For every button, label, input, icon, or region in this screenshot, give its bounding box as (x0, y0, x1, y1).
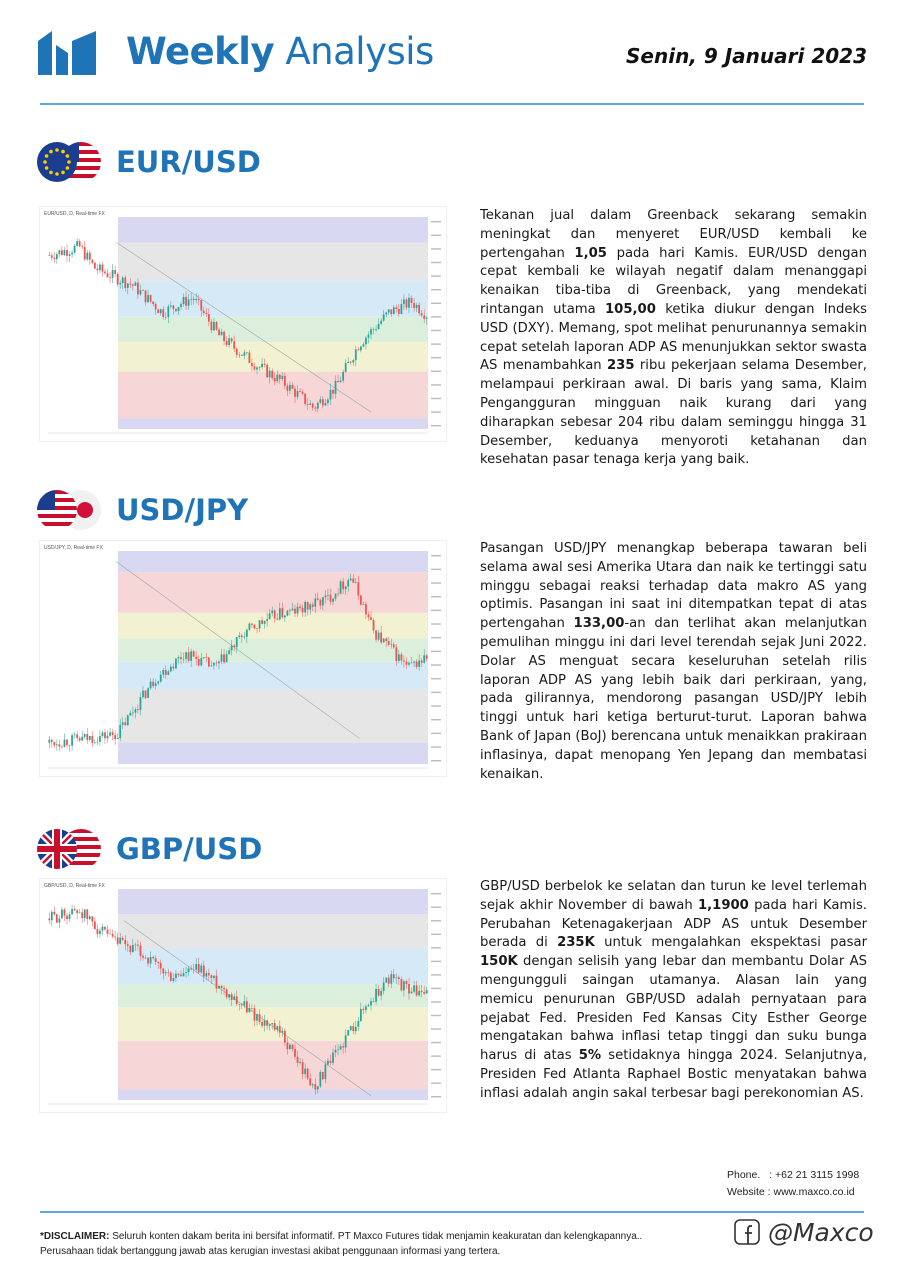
candle (102, 924, 104, 935)
candle (109, 272, 111, 283)
candle (97, 264, 99, 274)
brand-title (126, 30, 434, 73)
candle (66, 913, 68, 925)
candle (64, 908, 66, 921)
highlight-figure: 235 (607, 358, 635, 374)
candle (59, 740, 61, 751)
price-axis-tick (431, 746, 441, 747)
candle (383, 638, 385, 643)
us-jp-flag-icon (36, 489, 102, 531)
candle (91, 916, 93, 926)
price-axis-tick (431, 1069, 441, 1070)
gbpusd-title: GBP/USD (116, 832, 263, 866)
highlight-figure: 5% (578, 1048, 602, 1064)
candle (216, 321, 218, 331)
candle (86, 250, 88, 261)
price-axis-tick (431, 248, 441, 249)
eurusd-title: EUR/USD (116, 145, 261, 179)
price-axis-tick (431, 235, 441, 236)
price-axis-tick (431, 357, 441, 358)
price-axis-tick (431, 303, 441, 304)
candle (99, 730, 101, 746)
candle (79, 909, 81, 913)
price-axis-tick (431, 384, 441, 385)
candle (81, 731, 83, 741)
candle (51, 252, 53, 260)
candle (102, 730, 104, 738)
candle (71, 733, 73, 751)
candle (175, 658, 177, 669)
candle (99, 928, 101, 938)
highlight-figure: 105,00 (605, 301, 656, 317)
price-axis-tick (431, 1082, 441, 1083)
gbpusd-analysis (480, 878, 867, 1104)
paragraph-text: Tekanan jual dalam Greenback sekarang semakin meningkat dan menyeret EUR/USD kembali ke pertengahan (480, 208, 867, 261)
candle (76, 909, 78, 919)
candle (322, 1072, 324, 1080)
highlight-figure: 235K (557, 935, 595, 951)
candle (104, 729, 106, 744)
candle (76, 731, 78, 742)
usdjpy-analysis (480, 540, 867, 784)
price-axis-tick (431, 1055, 441, 1056)
paragraph-text: Pasangan USD/JPY menangkap beberapa tawaran beli selama awal sesi Amerika Utara dan naik ke tertinggi satu minggu sebagai reaksi terhadap data makro AS yang optimis. Pasangan ini saat ini ditempatkan tepat di atas pertengahan (480, 541, 867, 632)
brand-title-bold: Weekly (126, 30, 275, 73)
candle (97, 925, 99, 938)
candle (112, 930, 114, 939)
price-axis-tick (431, 398, 441, 399)
paragraph-text: ketika diukur dengan Indeks USD (DXY). Memang, spot melihat penurunannya semakin cepat setelah laporan ADP AS menunjukkan sektor swasta AS menambahkan (480, 301, 867, 374)
candle (74, 244, 76, 254)
fib-zone (118, 1041, 428, 1090)
fib-zone (118, 1089, 428, 1100)
usdjpy-title: USD/JPY (116, 493, 249, 527)
candle (114, 731, 116, 745)
candle (56, 252, 58, 264)
price-axis-tick (431, 343, 441, 344)
fib-zone (118, 572, 428, 612)
price-axis-tick (431, 934, 441, 935)
social-handle (734, 1218, 874, 1247)
candle (114, 266, 116, 278)
chart-header-label: GBP/USD, D, Real-time FX (44, 883, 105, 889)
footer-divider (40, 1211, 864, 1213)
candle (59, 915, 61, 928)
candle (127, 715, 129, 726)
price-axis-tick (431, 289, 441, 290)
candle (61, 745, 63, 749)
candle (112, 729, 114, 740)
price-axis-tick (431, 411, 441, 412)
phone-label: Phone. (727, 1169, 761, 1181)
fib-zone (118, 281, 428, 317)
website-label: Website (727, 1186, 765, 1198)
price-axis-tick (431, 920, 441, 921)
fib-zone (118, 743, 428, 764)
candle (59, 250, 61, 258)
price-axis-tick (431, 692, 441, 693)
candle (71, 250, 73, 258)
price-axis-tick (431, 221, 441, 222)
candle (56, 914, 58, 924)
website-value[interactable]: : www.maxco.co.id (767, 1186, 855, 1198)
price-axis-tick (431, 733, 441, 734)
candle (66, 244, 68, 262)
candle (61, 246, 63, 256)
gbpusd-chart (39, 878, 447, 1113)
fib-zone (118, 914, 428, 948)
candle (53, 252, 55, 263)
highlight-figure: 1,1900 (697, 897, 749, 913)
disclaimer-label: *DISCLAIMER: (40, 1231, 110, 1242)
candle (145, 690, 147, 699)
candle (64, 247, 66, 256)
candle (360, 595, 362, 606)
paragraph-text: pada hari Kamis. EUR/USD dengan cepat kembali ke wilayah negatif dalam menanggapi kenaikan tiba-tiba di Greenback, yang mendekati rintangan utama (480, 245, 867, 317)
candle (107, 925, 109, 937)
fib-zone (118, 242, 428, 280)
price-chart-svg (40, 541, 446, 776)
fib-zone (118, 948, 428, 984)
fib-zone (118, 889, 428, 914)
disclaimer-line-2: Perusahaan tidak bertanggung jawab atas kerugian investasi akibat penggunaan informasi yang tertera. (40, 1246, 501, 1257)
candle (86, 728, 88, 744)
candle (91, 259, 93, 264)
candle (112, 264, 114, 283)
price-axis-tick (431, 719, 441, 720)
price-axis-tick (431, 664, 441, 665)
price-axis-tick (431, 1028, 441, 1029)
candle (61, 907, 63, 919)
price-axis-tick (431, 1096, 441, 1097)
price-axis-tick (431, 610, 441, 611)
price-axis-tick (431, 651, 441, 652)
eu-us-flag-icon (36, 141, 102, 183)
candle (208, 657, 210, 668)
candle (53, 906, 55, 916)
eurusd-analysis (480, 207, 867, 470)
candle (74, 732, 76, 739)
contact-block (727, 1167, 859, 1201)
chart-header-label: EUR/USD, D, Real-time FX (44, 211, 105, 217)
candle (109, 728, 111, 737)
price-axis-tick (431, 330, 441, 331)
candle (94, 917, 96, 929)
price-axis-tick (431, 893, 441, 894)
price-axis-tick (431, 907, 441, 908)
highlight-figure: 133,00 (573, 616, 625, 632)
candle (74, 906, 76, 911)
candle (69, 745, 71, 752)
candle (147, 687, 149, 698)
website-row (727, 1184, 859, 1201)
candle (48, 252, 50, 256)
fib-zone (118, 217, 428, 242)
candle (84, 241, 86, 261)
chart-header-label: USD/JPY, D, Real-time FX (44, 545, 103, 551)
price-axis-tick (431, 555, 441, 556)
candle (266, 363, 268, 378)
candle (84, 909, 86, 922)
price-axis-tick (431, 596, 441, 597)
fib-zone (118, 418, 428, 429)
paragraph-text: untuk mengalahkan ekspektasi pasar (594, 935, 867, 951)
candle (104, 926, 106, 930)
fib-zone (118, 689, 428, 742)
candle (97, 737, 99, 745)
candle (89, 736, 91, 741)
candle (89, 915, 91, 921)
paragraph-text: setidaknya hingga 2024. Selanjutnya, Presiden Fed Atlanta Raphael Bostic menyatakan bahwa inflasi adalah angin sakal terbesar bagi perekonomian AS. (480, 1048, 868, 1101)
highlight-figure: 1,05 (574, 245, 607, 261)
candle (107, 268, 109, 277)
fib-zone (118, 372, 428, 419)
price-axis-tick (431, 1042, 441, 1043)
brand-title-light: Analysis (285, 30, 434, 73)
header-divider (40, 103, 864, 105)
uk-us-flag-icon (36, 828, 102, 870)
candle (69, 911, 71, 922)
candle (64, 733, 66, 747)
candle (81, 908, 83, 923)
fib-zone (118, 551, 428, 572)
candle (86, 909, 88, 925)
candle (114, 931, 116, 941)
candle (56, 739, 58, 751)
candle (94, 262, 96, 269)
paragraph-text: -an dan terlihat akan melanjutkan pemulihan minggu ini dari level terendah sejak Juni 2022. Dolar AS menguat secara keseluruhan setelah rilis laporan ADP AS yang lebih baik dari perkiraan, yang, pada gilirannya, mendorong pasangan USD/JPY lebih tinggi untuk hari ketiga berturut-turut. Laporan bahwa Bank of Japan (BoJ) berencana untuk menaikkan prakiraan inflasinya, dapat menopang Yen Jepang dan membatasi kenaikan. (480, 616, 867, 782)
paragraph-text: GBP/USD berbelok ke selatan dan turun ke level terlemah sejak akhir November di bawah (480, 879, 867, 913)
candle (319, 1070, 321, 1088)
highlight-figure: 150K (480, 954, 518, 970)
candle (109, 929, 111, 934)
price-axis-tick (431, 582, 441, 583)
price-axis-tick (431, 678, 441, 679)
candle (84, 734, 86, 739)
price-axis-tick (431, 974, 441, 975)
candle (91, 731, 93, 747)
price-axis-tick (431, 637, 441, 638)
price-axis-tick (431, 961, 441, 962)
candle (71, 905, 73, 915)
candle (287, 610, 289, 616)
candle (340, 580, 342, 595)
candle (81, 244, 83, 249)
facebook-icon (734, 1219, 760, 1245)
social-handle-text: @Maxco (767, 1218, 874, 1247)
price-axis-tick (431, 947, 441, 948)
candle (102, 262, 104, 277)
price-axis-tick (431, 1015, 441, 1016)
usdjpy-chart (39, 540, 447, 777)
candle (94, 739, 96, 744)
candle (48, 736, 50, 748)
price-axis-tick (431, 275, 441, 276)
price-axis-tick (431, 1001, 441, 1002)
price-axis-tick (431, 569, 441, 570)
phone-row (727, 1167, 859, 1184)
disclaimer-line-1: Seluruh konten dakam berita ini bersifat informatif. PT Maxco Futures tidak menjamin keakuratan dan kelengkapannya.. (109, 1231, 643, 1242)
candle (347, 1030, 349, 1036)
paragraph-text: ribu pekerjaan selama Desember, melampaui perkiraan awal. Di baris yang sama, Klaim Pengangguran mingguan naik kurang dari yang diharapkan sebesar 204 ribu dalam seminggu hingga 31 Desember, keduanya menyoroti ketahanan dan kesehatan pasar tenaga kerja yang baik. (480, 358, 867, 468)
price-axis-tick (431, 371, 441, 372)
candle (51, 910, 53, 926)
candle (69, 251, 71, 262)
price-axis-tick (431, 988, 441, 989)
phone-value: : +62 21 3115 1998 (769, 1169, 860, 1181)
candle (66, 739, 68, 748)
candle (385, 978, 387, 983)
eurusd-chart (39, 206, 447, 442)
candle (107, 731, 109, 743)
price-axis-tick (431, 623, 441, 624)
price-axis-tick (431, 316, 441, 317)
fib-zone (118, 317, 428, 342)
disclaimer (40, 1229, 720, 1259)
candle (89, 250, 91, 265)
candle (48, 913, 50, 925)
paragraph-text: pada hari Kamis. Perubahan Ketenagakerjaan ADP AS untuk Desember berada di (480, 897, 868, 951)
price-chart-svg (40, 207, 446, 441)
price-axis-tick (431, 705, 441, 706)
price-axis-tick (431, 760, 441, 761)
maxco-logo (38, 31, 96, 75)
candle (53, 742, 55, 748)
candle (51, 739, 53, 748)
candle (76, 238, 78, 247)
candle (99, 262, 101, 273)
candle (104, 269, 106, 275)
paragraph-text: dengan selisih yang lebar dan membantu Dolar AS mengungguli saingan utamanya. Alasan lain yang memicu penurunan GBP/USD adalah pernyataan para pejabat Fed. Presiden Fed Kansas City Esther George mengatakan bahwa inflasi tetap tinggi dan suku bunga harus di atas (480, 954, 867, 1064)
price-axis-tick (431, 425, 441, 426)
candle (170, 971, 172, 982)
candle (79, 239, 81, 247)
price-axis-tick (431, 262, 441, 263)
candle (79, 736, 81, 742)
report-date: Senin, 9 Januari 2023 (626, 44, 867, 68)
price-chart-svg (40, 879, 446, 1112)
